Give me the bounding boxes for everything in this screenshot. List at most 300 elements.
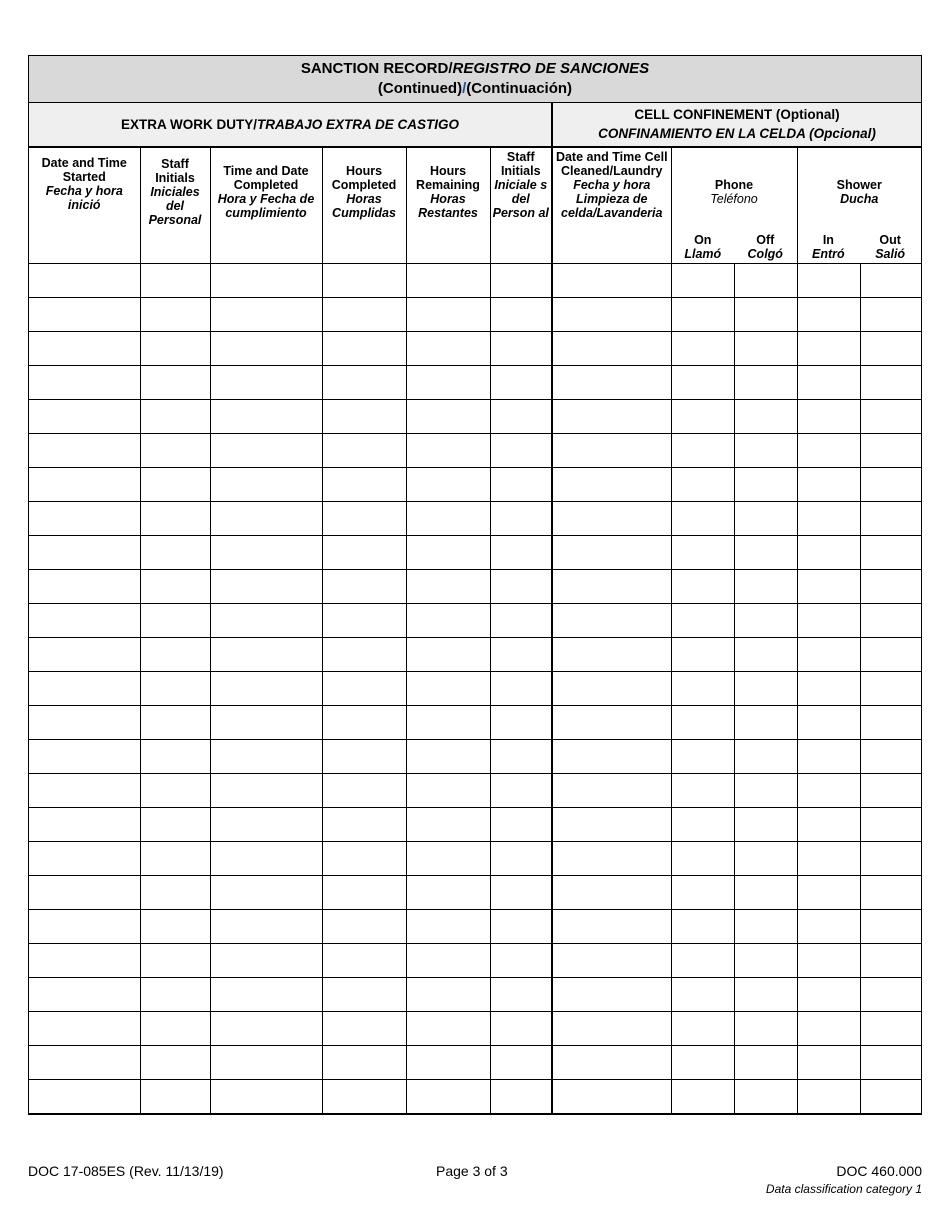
entry-cell[interactable] — [552, 808, 671, 842]
entry-cell[interactable] — [671, 1080, 734, 1114]
entry-cell[interactable] — [734, 706, 797, 740]
entry-cell[interactable] — [406, 808, 490, 842]
entry-cell[interactable] — [797, 434, 860, 468]
entry-cell[interactable] — [406, 332, 490, 366]
entry-cell[interactable] — [29, 298, 140, 332]
entry-cell[interactable] — [671, 638, 734, 672]
entry-cell[interactable] — [29, 434, 140, 468]
entry-cell[interactable] — [406, 264, 490, 298]
entry-cell[interactable] — [406, 842, 490, 876]
entry-cell[interactable] — [29, 944, 140, 978]
entry-cell[interactable] — [734, 570, 797, 604]
entry-cell[interactable] — [552, 876, 671, 910]
entry-cell[interactable] — [860, 536, 921, 570]
entry-cell[interactable] — [734, 502, 797, 536]
entry-cell[interactable] — [140, 366, 210, 400]
entry-cell[interactable] — [797, 332, 860, 366]
entry-cell[interactable] — [490, 740, 552, 774]
entry-cell[interactable] — [140, 876, 210, 910]
entry-cell[interactable] — [860, 434, 921, 468]
entry-cell[interactable] — [671, 1046, 734, 1080]
entry-cell[interactable] — [210, 740, 322, 774]
entry-cell[interactable] — [490, 808, 552, 842]
entry-cell[interactable] — [860, 468, 921, 502]
entry-cell[interactable] — [552, 264, 671, 298]
entry-cell[interactable] — [406, 944, 490, 978]
entry-cell[interactable] — [671, 332, 734, 366]
entry-cell[interactable] — [140, 638, 210, 672]
entry-cell[interactable] — [322, 910, 406, 944]
table-row — [29, 672, 921, 706]
entry-cell[interactable] — [322, 366, 406, 400]
entry-cell[interactable] — [322, 842, 406, 876]
entry-cell[interactable] — [322, 468, 406, 502]
entry-cell[interactable] — [322, 1080, 406, 1114]
entry-cell[interactable] — [860, 978, 921, 1012]
entry-cell[interactable] — [29, 1080, 140, 1114]
entry-cell[interactable] — [210, 842, 322, 876]
entry-cell[interactable] — [322, 706, 406, 740]
entry-cell[interactable] — [210, 536, 322, 570]
entry-cell[interactable] — [490, 910, 552, 944]
entry-cell[interactable] — [210, 876, 322, 910]
entry-cell[interactable] — [797, 468, 860, 502]
entry-cell[interactable] — [552, 502, 671, 536]
entry-cell[interactable] — [210, 706, 322, 740]
entry-cell[interactable] — [490, 774, 552, 808]
entry-cell[interactable] — [322, 740, 406, 774]
entry-cell[interactable] — [734, 774, 797, 808]
entry-cell[interactable] — [322, 808, 406, 842]
entry-cell[interactable] — [140, 774, 210, 808]
entry-cell[interactable] — [29, 468, 140, 502]
entry-cell[interactable] — [552, 978, 671, 1012]
entry-cell[interactable] — [406, 604, 490, 638]
entry-cell[interactable] — [406, 468, 490, 502]
entry-cell[interactable] — [406, 978, 490, 1012]
entry-cell[interactable] — [406, 672, 490, 706]
entry-cell[interactable] — [29, 604, 140, 638]
entry-cell[interactable] — [322, 434, 406, 468]
entry-cell[interactable] — [322, 298, 406, 332]
entry-cell[interactable] — [140, 502, 210, 536]
entry-cell[interactable] — [671, 536, 734, 570]
entry-cell[interactable] — [671, 1012, 734, 1046]
entry-cell[interactable] — [322, 638, 406, 672]
table-row — [29, 876, 921, 910]
entry-cell[interactable] — [860, 298, 921, 332]
entry-cell[interactable] — [29, 672, 140, 706]
entry-cell[interactable] — [322, 774, 406, 808]
entry-cell[interactable] — [671, 468, 734, 502]
entry-cell[interactable] — [734, 672, 797, 706]
header-phone-off: Off Colgó — [747, 233, 783, 261]
entry-cell[interactable] — [490, 672, 552, 706]
entry-cell[interactable] — [552, 842, 671, 876]
entry-cell[interactable] — [734, 876, 797, 910]
entry-cell[interactable] — [29, 1046, 140, 1080]
entry-cell[interactable] — [797, 502, 860, 536]
entry-cell[interactable] — [734, 808, 797, 842]
table-row — [29, 1080, 921, 1114]
entry-cell[interactable] — [734, 468, 797, 502]
entry-cell[interactable] — [552, 400, 671, 434]
entry-cell[interactable] — [322, 502, 406, 536]
entry-cell[interactable] — [322, 978, 406, 1012]
entry-cell[interactable] — [140, 536, 210, 570]
entry-cell[interactable] — [322, 332, 406, 366]
entry-cell[interactable] — [140, 740, 210, 774]
entry-cell[interactable] — [29, 978, 140, 1012]
entry-cell[interactable] — [860, 1046, 921, 1080]
entry-cell[interactable] — [490, 1046, 552, 1080]
entry-cell[interactable] — [490, 842, 552, 876]
table-row — [29, 400, 921, 434]
entry-cell[interactable] — [671, 264, 734, 298]
entry-cell[interactable] — [490, 638, 552, 672]
table-row — [29, 264, 921, 298]
entry-cell[interactable] — [210, 434, 322, 468]
entry-cell[interactable] — [210, 332, 322, 366]
entry-cell[interactable] — [797, 910, 860, 944]
entry-cell[interactable] — [734, 366, 797, 400]
extra-work-duty-heading: EXTRA WORK DUTY/ TRABAJO EXTRA DE CASTIGO — [120, 117, 459, 132]
entry-cell[interactable] — [406, 570, 490, 604]
entry-cell[interactable] — [322, 944, 406, 978]
entry-cell[interactable] — [140, 332, 210, 366]
entry-cell[interactable] — [552, 536, 671, 570]
entry-cell[interactable] — [322, 604, 406, 638]
entry-cell[interactable] — [671, 706, 734, 740]
entry-cell[interactable] — [552, 570, 671, 604]
entry-cell[interactable] — [29, 264, 140, 298]
entry-cell[interactable] — [490, 434, 552, 468]
entry-cell[interactable] — [140, 1046, 210, 1080]
entry-cell[interactable] — [671, 298, 734, 332]
entry-cell[interactable] — [734, 400, 797, 434]
entry-cell[interactable] — [860, 604, 921, 638]
entry-cell[interactable] — [29, 910, 140, 944]
entry-cell[interactable] — [734, 740, 797, 774]
table-row — [29, 502, 921, 536]
entry-cell[interactable] — [140, 570, 210, 604]
entry-cell[interactable] — [671, 876, 734, 910]
entry-cell[interactable] — [322, 264, 406, 298]
entry-cell[interactable] — [210, 366, 322, 400]
entry-cell[interactable] — [140, 672, 210, 706]
entry-cell[interactable] — [210, 298, 322, 332]
entry-cell[interactable] — [210, 774, 322, 808]
entry-cell[interactable] — [671, 740, 734, 774]
entry-cell[interactable] — [671, 944, 734, 978]
entry-cell[interactable] — [671, 910, 734, 944]
entry-cell[interactable] — [140, 400, 210, 434]
entry-cell[interactable] — [140, 706, 210, 740]
data-classification: Data classification category 1 — [765, 1182, 922, 1196]
entry-cell[interactable] — [29, 876, 140, 910]
entry-cell[interactable] — [860, 570, 921, 604]
entry-cell[interactable] — [671, 978, 734, 1012]
entry-cell[interactable] — [140, 808, 210, 842]
entry-cell[interactable] — [734, 1012, 797, 1046]
entry-cell[interactable] — [860, 400, 921, 434]
entry-cell[interactable] — [860, 842, 921, 876]
entry-cell[interactable] — [797, 638, 860, 672]
form-number: DOC 17-085ES (Rev. 11/13/19) — [28, 1163, 224, 1179]
entry-cell[interactable] — [140, 264, 210, 298]
entry-cell[interactable] — [210, 468, 322, 502]
entry-cell[interactable] — [671, 604, 734, 638]
entry-cell[interactable] — [552, 774, 671, 808]
entry-cell[interactable] — [860, 706, 921, 740]
entry-cell[interactable] — [490, 332, 552, 366]
table-row — [29, 706, 921, 740]
entry-cell[interactable] — [860, 740, 921, 774]
entry-cell[interactable] — [406, 1012, 490, 1046]
entry-cell[interactable] — [490, 366, 552, 400]
entry-cell[interactable] — [734, 604, 797, 638]
entry-cell[interactable] — [490, 298, 552, 332]
entry-cell[interactable] — [797, 366, 860, 400]
entry-cell[interactable] — [797, 672, 860, 706]
entry-cell[interactable] — [29, 502, 140, 536]
entry-cell[interactable] — [490, 944, 552, 978]
table-row — [29, 808, 921, 842]
entry-cell[interactable] — [406, 638, 490, 672]
entry-cell[interactable] — [552, 740, 671, 774]
entry-cell[interactable] — [860, 774, 921, 808]
entry-cell[interactable] — [210, 264, 322, 298]
header-cell-cleaned: Date and Time Cell Cleaned/Laundry Fecha y hora Limpieza de celda/Lavanderia — [552, 148, 671, 264]
entry-cell[interactable] — [29, 808, 140, 842]
entry-cell[interactable] — [322, 1046, 406, 1080]
entry-cell[interactable] — [860, 332, 921, 366]
entry-cell[interactable] — [210, 502, 322, 536]
entry-cell[interactable] — [490, 468, 552, 502]
entry-cell[interactable] — [552, 1012, 671, 1046]
entry-cell[interactable] — [490, 536, 552, 570]
entry-cell[interactable] — [140, 1080, 210, 1114]
entry-cell[interactable] — [797, 944, 860, 978]
entry-cell[interactable] — [671, 434, 734, 468]
entry-cell[interactable] — [210, 638, 322, 672]
entry-cell[interactable] — [406, 1080, 490, 1114]
entry-cell[interactable] — [797, 774, 860, 808]
entry-cell[interactable] — [671, 400, 734, 434]
entry-cell[interactable] — [140, 468, 210, 502]
form-title — [29, 56, 921, 103]
entry-cell[interactable] — [797, 604, 860, 638]
entry-cell[interactable] — [734, 638, 797, 672]
entry-cell[interactable] — [210, 944, 322, 978]
entry-cell[interactable] — [322, 672, 406, 706]
entry-cell[interactable] — [552, 468, 671, 502]
entry-cell[interactable] — [734, 536, 797, 570]
entry-cell[interactable] — [734, 332, 797, 366]
entry-cell[interactable] — [140, 842, 210, 876]
header-shower-out: Out Salió — [875, 233, 906, 261]
sanction-record-form — [28, 55, 922, 1115]
entry-cell[interactable] — [552, 298, 671, 332]
entry-cell[interactable] — [797, 740, 860, 774]
entry-cell[interactable] — [552, 672, 671, 706]
entry-cell[interactable] — [322, 1012, 406, 1046]
entry-cell[interactable] — [552, 332, 671, 366]
entry-cell[interactable] — [29, 366, 140, 400]
entry-cell[interactable] — [210, 978, 322, 1012]
entry-cell[interactable] — [406, 502, 490, 536]
entry-cell[interactable] — [797, 298, 860, 332]
entry-cell[interactable] — [490, 876, 552, 910]
entry-cell[interactable] — [210, 910, 322, 944]
table-body — [29, 264, 921, 1114]
entry-cell[interactable] — [860, 944, 921, 978]
entry-cell[interactable] — [552, 1046, 671, 1080]
table-row — [29, 434, 921, 468]
entry-cell[interactable] — [490, 400, 552, 434]
section-headers — [29, 103, 921, 147]
entry-cell[interactable] — [797, 570, 860, 604]
entry-cell[interactable] — [552, 434, 671, 468]
entry-cell[interactable] — [552, 706, 671, 740]
entry-cell[interactable] — [797, 842, 860, 876]
entry-cell[interactable] — [860, 366, 921, 400]
entry-cell[interactable] — [552, 366, 671, 400]
entry-cell[interactable] — [797, 706, 860, 740]
entry-cell[interactable] — [860, 264, 921, 298]
entry-cell[interactable] — [140, 434, 210, 468]
entry-cell[interactable] — [860, 672, 921, 706]
entry-cell[interactable] — [552, 638, 671, 672]
entry-cell[interactable] — [797, 1012, 860, 1046]
entry-cell[interactable] — [406, 434, 490, 468]
entry-cell[interactable] — [490, 570, 552, 604]
entry-cell[interactable] — [29, 740, 140, 774]
entry-cell[interactable] — [797, 264, 860, 298]
table-row — [29, 570, 921, 604]
entry-cell[interactable] — [734, 910, 797, 944]
entry-cell[interactable] — [29, 638, 140, 672]
entry-cell[interactable] — [860, 876, 921, 910]
entry-cell[interactable] — [671, 570, 734, 604]
entry-cell[interactable] — [140, 910, 210, 944]
entry-cell[interactable] — [322, 876, 406, 910]
entry-cell[interactable] — [734, 1080, 797, 1114]
entry-cell[interactable] — [29, 706, 140, 740]
entry-cell[interactable] — [797, 400, 860, 434]
entry-cell[interactable] — [671, 842, 734, 876]
entry-cell[interactable] — [406, 1046, 490, 1080]
entry-cell[interactable] — [860, 808, 921, 842]
entry-cell[interactable] — [210, 1046, 322, 1080]
entry-cell[interactable] — [734, 944, 797, 978]
entry-cell[interactable] — [490, 502, 552, 536]
entry-cell[interactable] — [210, 400, 322, 434]
entry-cell[interactable] — [797, 1046, 860, 1080]
entry-cell[interactable] — [322, 400, 406, 434]
entry-cell[interactable] — [671, 366, 734, 400]
entry-cell[interactable] — [552, 1080, 671, 1114]
entry-cell[interactable] — [210, 570, 322, 604]
entry-cell[interactable] — [797, 808, 860, 842]
entry-cell[interactable] — [490, 978, 552, 1012]
entry-cell[interactable] — [140, 604, 210, 638]
entry-cell[interactable] — [29, 536, 140, 570]
entry-cell[interactable] — [406, 366, 490, 400]
table-row — [29, 638, 921, 672]
entry-cell[interactable] — [406, 774, 490, 808]
table-row — [29, 978, 921, 1012]
entry-cell[interactable] — [406, 706, 490, 740]
entry-cell[interactable] — [140, 944, 210, 978]
entry-cell[interactable] — [734, 842, 797, 876]
entry-cell[interactable] — [734, 298, 797, 332]
entry-cell[interactable] — [734, 264, 797, 298]
entry-cell[interactable] — [406, 400, 490, 434]
entry-cell[interactable] — [490, 1012, 552, 1046]
entry-cell[interactable] — [29, 570, 140, 604]
entry-cell[interactable] — [29, 774, 140, 808]
entry-cell[interactable] — [322, 536, 406, 570]
entry-cell[interactable] — [140, 1012, 210, 1046]
entry-cell[interactable] — [406, 536, 490, 570]
entry-cell[interactable] — [860, 1080, 921, 1114]
entry-cell[interactable] — [210, 604, 322, 638]
entry-cell[interactable] — [210, 1012, 322, 1046]
entry-cell[interactable] — [29, 1012, 140, 1046]
entry-cell[interactable] — [860, 638, 921, 672]
entry-cell[interactable] — [797, 978, 860, 1012]
entry-cell[interactable] — [490, 264, 552, 298]
entry-cell[interactable] — [210, 672, 322, 706]
entry-cell[interactable] — [734, 434, 797, 468]
entry-cell[interactable] — [29, 332, 140, 366]
entry-cell[interactable] — [734, 978, 797, 1012]
entry-cell[interactable] — [406, 298, 490, 332]
entry-cell[interactable] — [552, 604, 671, 638]
entry-cell[interactable] — [860, 502, 921, 536]
header-hours-remaining: Hours Remaining Horas Restantes — [406, 148, 490, 264]
entry-cell[interactable] — [552, 944, 671, 978]
entry-cell[interactable] — [671, 672, 734, 706]
entry-cell[interactable] — [797, 536, 860, 570]
table-row — [29, 332, 921, 366]
entry-cell[interactable] — [671, 502, 734, 536]
entry-cell[interactable] — [140, 978, 210, 1012]
entry-cell[interactable] — [490, 1080, 552, 1114]
entry-cell[interactable] — [734, 1046, 797, 1080]
entry-cell[interactable] — [797, 876, 860, 910]
entry-cell[interactable] — [29, 400, 140, 434]
entry-cell[interactable] — [29, 842, 140, 876]
entry-cell[interactable] — [406, 740, 490, 774]
entry-cell[interactable] — [406, 876, 490, 910]
entry-cell[interactable] — [322, 570, 406, 604]
entry-cell[interactable] — [406, 910, 490, 944]
entry-cell[interactable] — [671, 774, 734, 808]
entry-cell[interactable] — [671, 808, 734, 842]
entry-cell[interactable] — [860, 1012, 921, 1046]
entry-cell[interactable] — [210, 1080, 322, 1114]
entry-cell[interactable] — [797, 1080, 860, 1114]
entry-cell[interactable] — [140, 298, 210, 332]
entry-cell[interactable] — [860, 910, 921, 944]
entry-cell[interactable] — [210, 808, 322, 842]
entry-cell[interactable] — [490, 706, 552, 740]
entry-cell[interactable] — [490, 604, 552, 638]
entry-cell[interactable] — [552, 910, 671, 944]
header-staff-initials: Staff Initials Iniciales del Personal — [140, 148, 210, 264]
